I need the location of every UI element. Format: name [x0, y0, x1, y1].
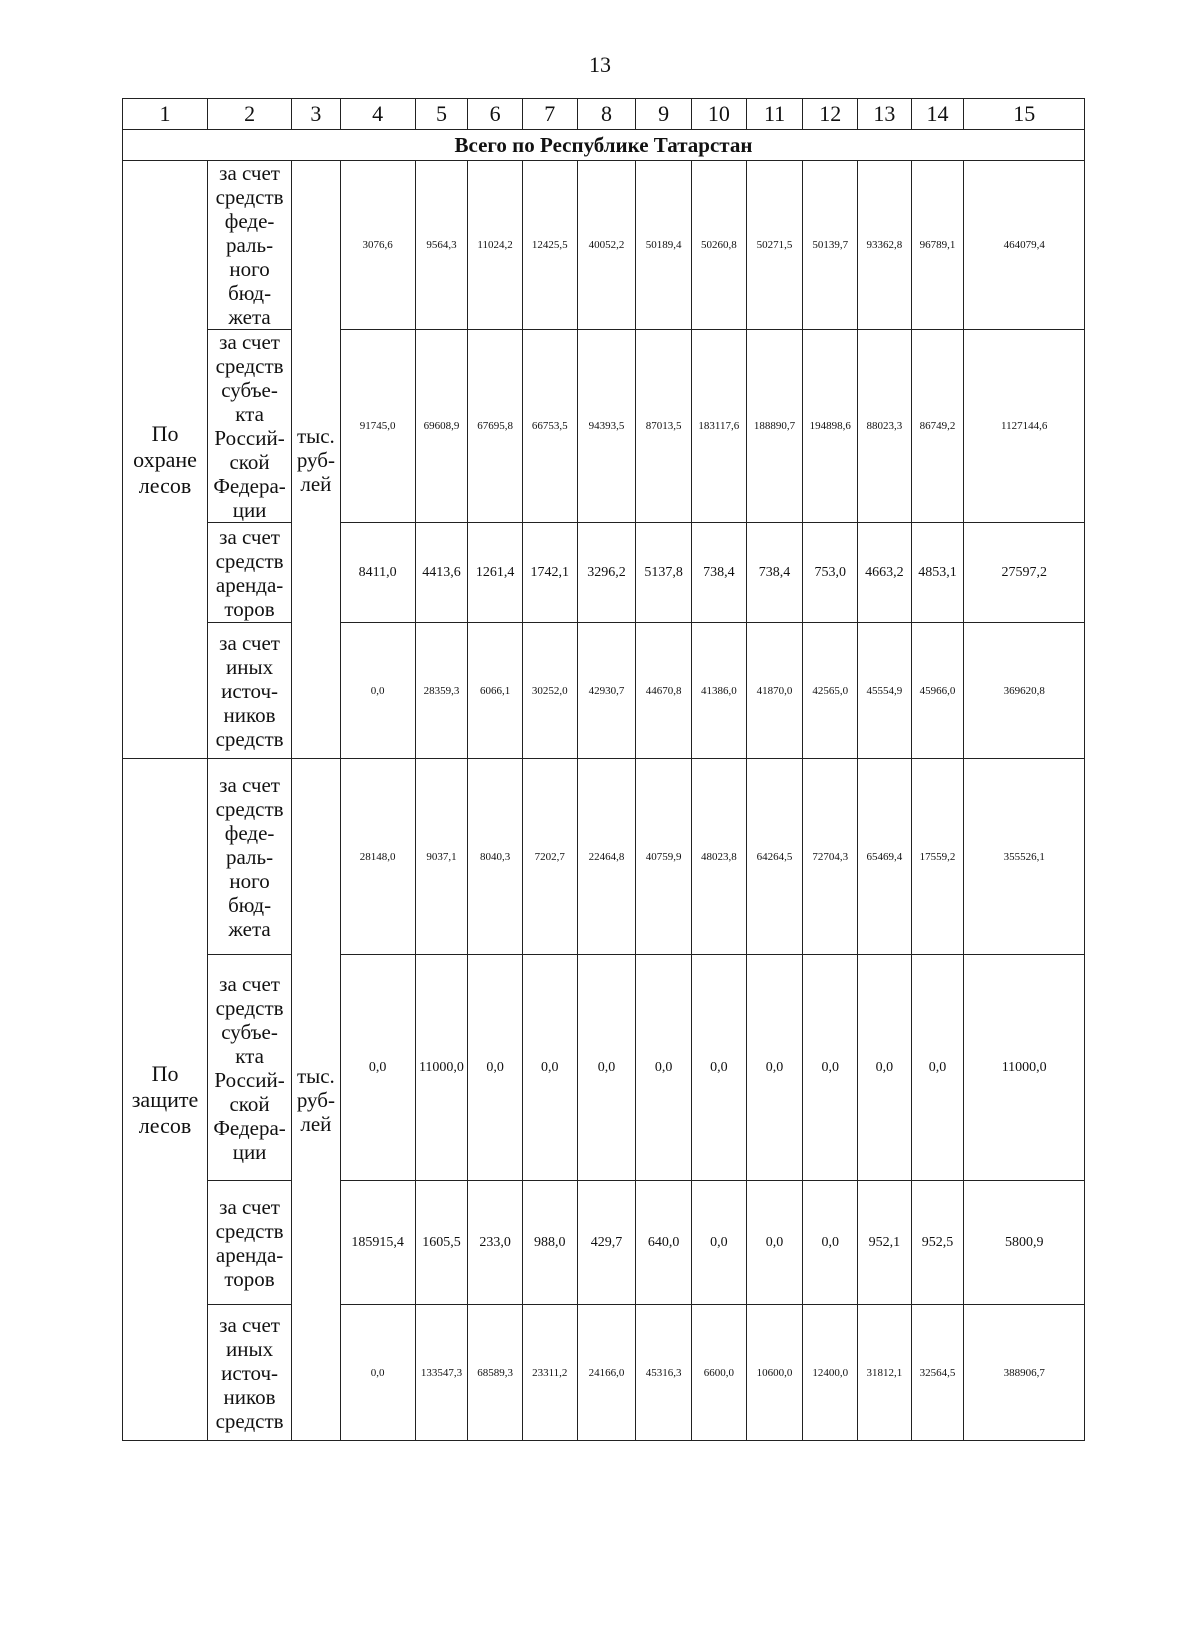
value-cell: 40759,9 — [636, 759, 692, 955]
funding-source-label: за счет средств аренда- торов — [208, 523, 292, 623]
column-number: 5 — [415, 99, 468, 130]
funding-source-label: за счет иных источ- ников средств — [208, 623, 292, 759]
total-cell: 11000,0 — [964, 955, 1085, 1181]
value-cell: 30252,0 — [522, 623, 577, 759]
funding-source-label: за счет иных источ- ников средств — [208, 1305, 292, 1441]
value-cell: 0,0 — [577, 955, 636, 1181]
column-number: 14 — [911, 99, 964, 130]
funding-source-label: за счет средств аренда- торов — [208, 1181, 292, 1305]
value-cell: 3296,2 — [577, 523, 636, 623]
value-cell: 0,0 — [340, 1305, 415, 1441]
value-cell: 44670,8 — [636, 623, 692, 759]
value-cell: 31812,1 — [858, 1305, 912, 1441]
value-cell: 67695,8 — [468, 330, 523, 523]
total-cell: 464079,4 — [964, 161, 1085, 330]
forest-finance-table — [122, 98, 1085, 1441]
value-cell: 12400,0 — [803, 1305, 858, 1441]
value-cell: 91745,0 — [340, 330, 415, 523]
value-cell: 68589,3 — [468, 1305, 523, 1441]
value-cell: 6600,0 — [692, 1305, 747, 1441]
value-cell: 50271,5 — [746, 161, 803, 330]
total-cell: 1127144,6 — [964, 330, 1085, 523]
group-label: По защите лесов — [123, 759, 208, 1441]
funding-source-label: за счет средств субъе- кта Россий- ской Федера- ции — [208, 330, 292, 523]
value-cell: 0,0 — [340, 623, 415, 759]
value-cell: 8411,0 — [340, 523, 415, 623]
column-number: 6 — [468, 99, 523, 130]
table-row — [123, 330, 1085, 523]
value-cell: 0,0 — [522, 955, 577, 1181]
value-cell: 10600,0 — [746, 1305, 803, 1441]
value-cell: 4413,6 — [415, 523, 468, 623]
value-cell: 94393,5 — [577, 330, 636, 523]
value-cell: 42565,0 — [803, 623, 858, 759]
value-cell: 96789,1 — [911, 161, 964, 330]
column-number: 15 — [964, 99, 1085, 130]
value-cell: 0,0 — [858, 955, 912, 1181]
region-title: Всего по Республике Татарстан — [123, 130, 1085, 161]
column-number-row — [123, 99, 1085, 130]
column-number: 10 — [692, 99, 747, 130]
value-cell: 9564,3 — [415, 161, 468, 330]
table-row — [123, 523, 1085, 623]
value-cell: 0,0 — [692, 955, 747, 1181]
value-cell: 50189,4 — [636, 161, 692, 330]
table-row — [123, 955, 1085, 1181]
value-cell: 93362,8 — [858, 161, 912, 330]
table-row — [123, 161, 1085, 330]
value-cell: 0,0 — [636, 955, 692, 1181]
value-cell: 64264,5 — [746, 759, 803, 955]
value-cell: 429,7 — [577, 1181, 636, 1305]
column-number: 2 — [208, 99, 292, 130]
value-cell: 66753,5 — [522, 330, 577, 523]
table-row — [123, 1305, 1085, 1441]
value-cell: 86749,2 — [911, 330, 964, 523]
value-cell: 17559,2 — [911, 759, 964, 955]
funding-source-label: за счет средств феде- раль- ного бюд- жета — [208, 161, 292, 330]
unit-label: тыс. руб- лей — [292, 759, 341, 1441]
value-cell: 183117,6 — [692, 330, 747, 523]
value-cell: 1742,1 — [522, 523, 577, 623]
value-cell: 41386,0 — [692, 623, 747, 759]
column-number: 8 — [577, 99, 636, 130]
group-label: По охране лесов — [123, 161, 208, 759]
value-cell: 8040,3 — [468, 759, 523, 955]
value-cell: 69608,9 — [415, 330, 468, 523]
value-cell: 0,0 — [468, 955, 523, 1181]
value-cell: 45554,9 — [858, 623, 912, 759]
value-cell: 23311,2 — [522, 1305, 577, 1441]
table-row — [123, 759, 1085, 955]
value-cell: 28359,3 — [415, 623, 468, 759]
value-cell: 0,0 — [803, 1181, 858, 1305]
value-cell: 0,0 — [746, 955, 803, 1181]
value-cell: 22464,8 — [577, 759, 636, 955]
column-number: 1 — [123, 99, 208, 130]
value-cell: 0,0 — [911, 955, 964, 1181]
value-cell: 42930,7 — [577, 623, 636, 759]
column-number: 7 — [522, 99, 577, 130]
value-cell: 133547,3 — [415, 1305, 468, 1441]
column-number: 4 — [340, 99, 415, 130]
column-number: 9 — [636, 99, 692, 130]
value-cell: 45316,3 — [636, 1305, 692, 1441]
value-cell: 41870,0 — [746, 623, 803, 759]
value-cell: 738,4 — [746, 523, 803, 623]
value-cell: 4663,2 — [858, 523, 912, 623]
column-number: 12 — [803, 99, 858, 130]
unit-label: тыс. руб- лей — [292, 161, 341, 759]
table-row — [123, 1181, 1085, 1305]
value-cell: 233,0 — [468, 1181, 523, 1305]
value-cell: 952,5 — [911, 1181, 964, 1305]
value-cell: 24166,0 — [577, 1305, 636, 1441]
value-cell: 1605,5 — [415, 1181, 468, 1305]
value-cell: 0,0 — [746, 1181, 803, 1305]
value-cell: 988,0 — [522, 1181, 577, 1305]
value-cell: 640,0 — [636, 1181, 692, 1305]
value-cell: 9037,1 — [415, 759, 468, 955]
value-cell: 7202,7 — [522, 759, 577, 955]
value-cell: 0,0 — [340, 955, 415, 1181]
value-cell: 11024,2 — [468, 161, 523, 330]
value-cell: 40052,2 — [577, 161, 636, 330]
funding-source-label: за счет средств субъе- кта Россий- ской Федера- ции — [208, 955, 292, 1181]
value-cell: 0,0 — [692, 1181, 747, 1305]
total-cell: 355526,1 — [964, 759, 1085, 955]
total-cell: 388906,7 — [964, 1305, 1085, 1441]
value-cell: 88023,3 — [858, 330, 912, 523]
value-cell: 11000,0 — [415, 955, 468, 1181]
value-cell: 45966,0 — [911, 623, 964, 759]
value-cell: 87013,5 — [636, 330, 692, 523]
column-number: 3 — [292, 99, 341, 130]
value-cell: 738,4 — [692, 523, 747, 623]
value-cell: 32564,5 — [911, 1305, 964, 1441]
total-cell: 5800,9 — [964, 1181, 1085, 1305]
value-cell: 194898,6 — [803, 330, 858, 523]
value-cell: 185915,4 — [340, 1181, 415, 1305]
value-cell: 50139,7 — [803, 161, 858, 330]
value-cell: 3076,6 — [340, 161, 415, 330]
funding-source-label: за счет средств феде- раль- ного бюд- жета — [208, 759, 292, 955]
value-cell: 50260,8 — [692, 161, 747, 330]
value-cell: 952,1 — [858, 1181, 912, 1305]
value-cell: 5137,8 — [636, 523, 692, 623]
value-cell: 65469,4 — [858, 759, 912, 955]
table-row — [123, 623, 1085, 759]
value-cell: 6066,1 — [468, 623, 523, 759]
value-cell: 188890,7 — [746, 330, 803, 523]
value-cell: 4853,1 — [911, 523, 964, 623]
value-cell: 1261,4 — [468, 523, 523, 623]
total-cell: 27597,2 — [964, 523, 1085, 623]
column-number: 11 — [746, 99, 803, 130]
value-cell: 753,0 — [803, 523, 858, 623]
column-number: 13 — [858, 99, 912, 130]
value-cell: 12425,5 — [522, 161, 577, 330]
value-cell: 28148,0 — [340, 759, 415, 955]
region-title-row — [123, 130, 1085, 161]
value-cell: 0,0 — [803, 955, 858, 1181]
value-cell: 72704,3 — [803, 759, 858, 955]
total-cell: 369620,8 — [964, 623, 1085, 759]
page-number: 13 — [589, 52, 611, 77]
value-cell: 48023,8 — [692, 759, 747, 955]
